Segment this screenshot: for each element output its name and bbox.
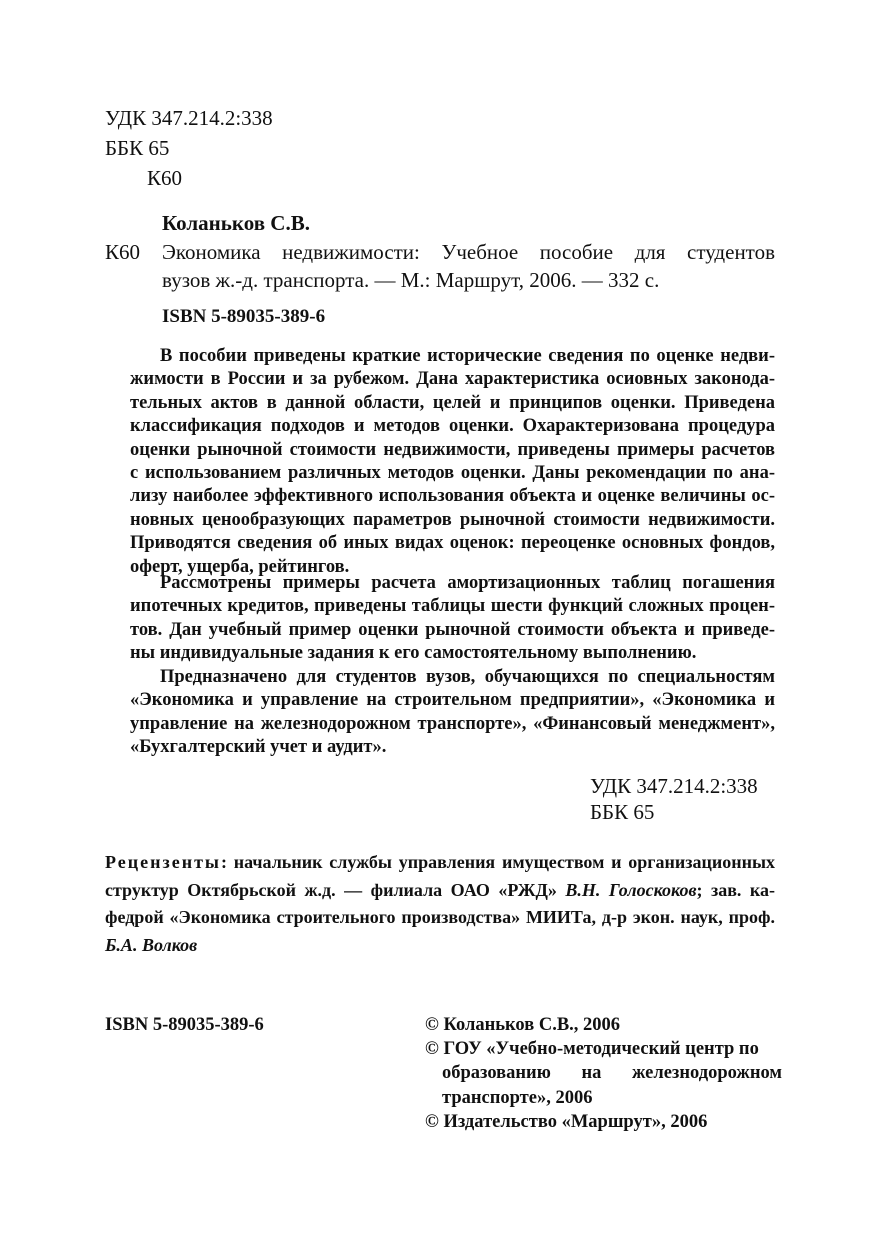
bbk-code-right: ББК 65 [590,800,655,824]
reviewers-text: структур Октябрьской ж.д. — филиала ОАО «РЖД» [105,879,566,900]
reviewers-text: : начальник службы управления имуществом и организационных [220,852,775,872]
reviewers-label: Рецензенты [105,852,221,872]
text-line: ипотечных кредитов, приведены таблицы шести функций сложных процен- [130,596,775,617]
reviewers [105,849,775,959]
reviewer-name: В.Н. Голоскоков [565,879,697,900]
text-line: «Бухгалтерский учет и аудит». [130,737,387,758]
text-line: управление на железнодорожном транспорте», «Финансовый менеджмент», [130,713,775,734]
text-line: классификация подходов и методов оценки. Охарактеризована процедура [130,416,775,437]
title-line: вузов ж.-д. транспорта. — М.: Маршрут, 2006. — 332 с. [162,268,660,292]
text-line: тельных актов в данной области, целей и принципов оценки. Приведена [130,392,775,413]
title-line: Экономика недвижимости: Учебное пособие для студентов [162,240,775,264]
abstract-paragraph-2 [130,572,775,666]
footer-isbn: ISBN 5-89035-389-6 [105,1015,264,1035]
bib-mark: К60 [105,240,141,264]
udk-code-right: УДК 347.214.2:338 [590,774,758,798]
copyright-line: образованию на железнодорожном [442,1063,782,1084]
text-line: оценки рыночной стоимости недвижимости, приведены примеры расчетов [130,439,775,460]
text-line: Приводятся сведения об иных видах оценок: переоценке основных фондов, [130,533,775,554]
text-line: Предназначено для студентов вузов, обучающихся по специальностям [160,667,775,687]
copyright-line: © ГОУ «Учебно-методический центр по [425,1039,759,1060]
reviewers-text: федрой «Экономика строительного производства» МИИТа, д-р экон. наук, проф. [105,907,775,927]
text-line: новных ценообразующих параметров рыночной стоимости недвижимости. [130,509,775,530]
abstract-paragraph-1 [130,345,775,579]
udk-code: УДК 347.214.2:338 [105,106,273,130]
reviewers-text: ; зав. ка- [696,879,775,900]
text-line: жимости в России и за рубежом. Дана характеристика осиовных законода- [130,369,775,390]
copyright-line: © Издательство «Маршрут», 2006 [425,1111,708,1132]
text-line: Рассмотрены примеры расчета амортизационных таблиц погашения [160,573,775,593]
author-name: Коланьков С.В. [162,211,310,235]
author-mark: К60 [147,166,183,190]
text-line: «Экономика и управление на строительном предприятии», «Экономика и [130,690,775,711]
text-line: В пособии приведены краткие исторические сведения по оценке недви- [160,346,775,366]
copyright-line: транспорте», 2006 [442,1087,593,1108]
text-line: с использованием различных методов оценки. Даны рекомендации по ана- [130,462,775,483]
copyright-block [425,1013,782,1134]
reviewer-name: Б.А. Волков [105,934,198,955]
bbk-code: ББК 65 [105,136,170,160]
isbn: ISBN 5-89035-389-6 [162,306,326,327]
text-line: тов. Дан учебный пример оценки рыночной стоимости объекта и приведе- [130,619,775,640]
copyright-line: © Коланьков С.В., 2006 [425,1015,621,1035]
abstract-paragraph-3 [130,666,775,760]
text-line: лизу наиболее эффективного использования объекта и оценке величины ос- [130,486,775,507]
text-line: ны индивидуальные задания к его самостоятельному выполнению. [130,643,697,664]
book-title [162,240,775,296]
text-line: оферт, ущерба, рейтингов. [130,556,350,577]
